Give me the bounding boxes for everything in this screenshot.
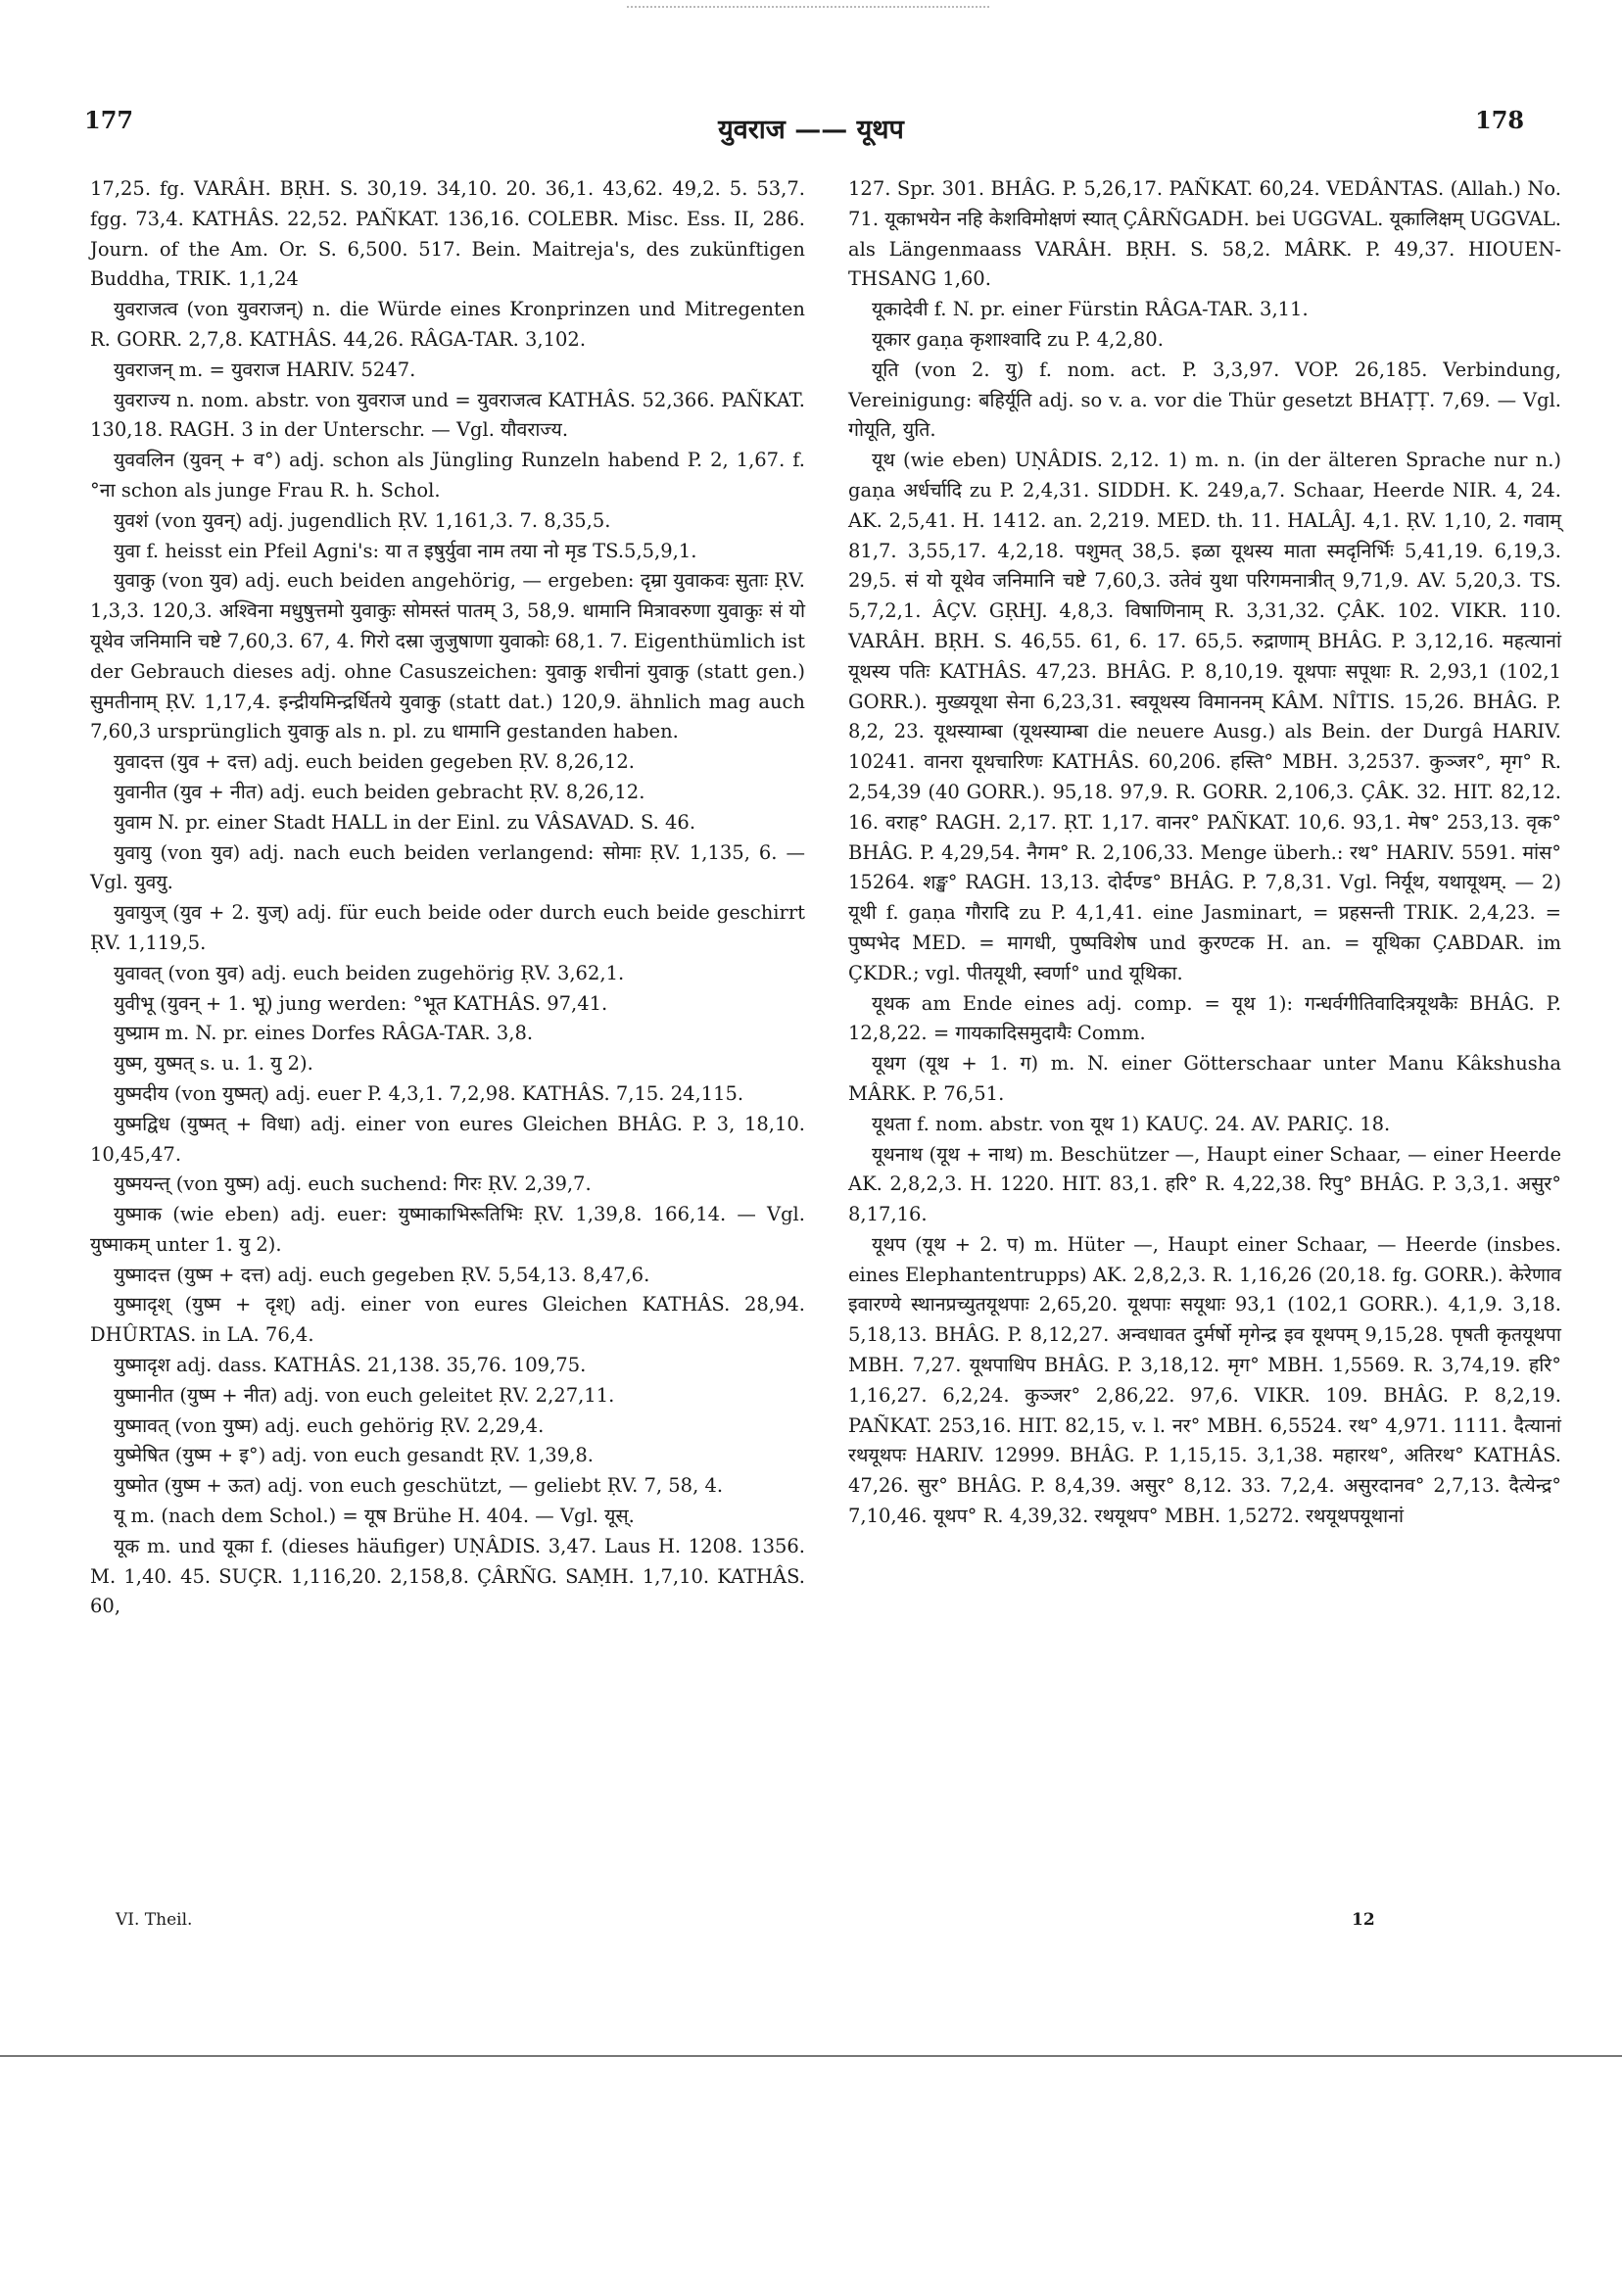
dictionary-entry: युवीभू (युवन् + 1. भू) jung werden: °भूत KATHÂS. 97,41. — [114, 991, 608, 1015]
dictionary-entry: यूथक am Ende eines adj. comp. = यूथ 1): गन्धर्वगीतिवादित्रयूथकैः BHÂG. P. 12,8,22. = गायकादिसमुदायैः Comm. — [848, 991, 1561, 1045]
dictionary-entry: यूथ (wie eben) UṆÂDIS. 2,12. 1) m. n. (in der älteren Sprache nur n.) gaṇa अर्धर्चादि zu P. 2,4,31. SIDDH. K. 249,a,7. Schaar, Heerde NIR. 4, 24. AK. 2,5,41. H. 1412. an. 2,219. MED. th. 11. HALÂJ. 4,1. ṚV. 1,10, 2. गवाम् 81,7. 3,55,17. 4,2,18. पशुमत् 38,5. इळा यूथस्य माता स्मदृनिर्भिः 5,41,19. 6,19,3. 29,5. सं यो यूथेव जनिमानि चष्टे 7,60,3. उतेवं युथा परिगमनात्रीत् 9,71,9. AV. 5,20,3. TS. 5,7,2,1. ÂÇV. GṚHJ. 4,8,3. विषाणिनाम् R. 3,31,32. ÇÂK. 102. VIKR. 110. VARÂH. BṚH. S. 46,55. 61, 6. 17. 65,5. रुद्राणाम् BHÂG. P. 3,12,16. महत्यानां यूथस्य पतिः KATHÂS. 47,23. BHÂG. P. 8,10,19. यूथपाः सपूथाः R. 2,93,1 (102,1 GORR.). मुख्ययूथा सेना 6,23,31. स्वयूथस्य विमाननम् KÂM. NÎTIS. 15,26. BHÂG. P. 8,2, 23. यूथस्याम्बा (यूथस्याम्बा die neuere Ausg.) als Bein. der Durgâ HARIV. 10241. वानरा यूथचारिणः KATHÂS. 60,206. हस्ति° MBH. 3,2537. कुञ्जर°, मृग° R. 2,54,39 (40 GORR.). 95,18. 97,9. R. GORR. 2,106,3. ÇÂK. 32. HIT. 82,12. 16. वराह° RAGH. 2,17. ṚT. 1,17. वानर° PAÑKAT. 10,6. 93,1. मेष° 253,13. वृक° BHÂG. P. 4,29,54. नैगम° R. 2,106,33. Menge überh.: रथ° HARIV. 5591. मांस° 15264. शङ्ख° RAGH. 13,13. दोर्दण्ड° BHÂG. P. 7,8,31. Vgl. निर्यूथ, यथायूथम्. — 2) यूथी f. gaṇa गौरादि zu P. 4,1,41. eine Jasminart, = प्रहसन्ती TRIK. 2,4,23. = पुष्पभेद MED. = मागधी, पुष्पविशेष und कुरण्टक H. an. = यूथिका ÇABDAR. im ÇKDR.; vgl. पीतयूथी, स्वर्णा° und यूथिका. — [848, 449, 1561, 984]
dictionary-entry: युष्मावत् (von युष्म) adj. euch gehörig ṚV. 2,29,4. — [114, 1413, 545, 1437]
dictionary-entry: 127. Spr. 301. BHÂG. P. 5,26,17. PAÑKAT. 60,24. VEDÂNTAS. (Allah.) No. 71. यूकाभयेन नहि केशविमोक्षणं स्यात् ÇÂRÑGADH. bei UGGVAL. यूकालिक्षम् UGGVAL. als Längenmaass VARÂH. BṚH. S. 58,2. MÂRK. P. 49,37. HIOUEN-THSANG 1,60. — [848, 177, 1561, 291]
dictionary-entry: युवायु (von युव) adj. nach euch beiden verlangend: सोमाः ṚV. 1,135, 6. — Vgl. युवयु. — [90, 840, 805, 894]
dictionary-entry: युवानीत (युव + नीत) adj. euch beiden gebracht ṚV. 8,26,12. — [114, 780, 645, 803]
dictionary-entry: यू m. (nach dem Schol.) = यूष Brühe H. 404. — Vgl. यूस्. — [114, 1505, 635, 1528]
dictionary-entry: यूथता f. nom. abstr. von यूथ 1) KAUÇ. 24. AV. PARIÇ. 18. — [872, 1112, 1391, 1135]
dictionary-entry: युष्मयन्त् (von युष्म) adj. euch suchend: गिरः ṚV. 2,39,7. — [114, 1172, 592, 1196]
dictionary-entry: यूकादेवी f. N. pr. einer Fürstin RÂGA-TAR. 3,11. — [872, 298, 1309, 321]
page-number-right: 178 — [1475, 106, 1525, 134]
page-number-left: 177 — [84, 106, 134, 134]
dictionary-entry: युष्ग्राम m. N. pr. eines Dorfes RÂGA-TAR. 3,8. — [114, 1022, 534, 1045]
scan-artifact — [627, 6, 989, 11]
dictionary-entry: युवराजन् m. = युवराज HARIV. 5247. — [114, 358, 416, 381]
dictionary-entry: युवराजत्व (von युवराजन्) n. die Würde eines Kronprinzen und Mitregenten R. GORR. 2,7,8. KATHÂS. 44,26. RÂGA-TAR. 3,102. — [90, 298, 805, 351]
sheet-number: 12 — [1352, 1910, 1375, 1930]
dictionary-entry: युवावत् (von युव) adj. euch beiden zugehörig ṚV. 3,62,1. — [114, 961, 625, 984]
dictionary-entry: युवाम N. pr. einer Stadt HALL in der Einl. zu VÂSAVAD. S. 46. — [114, 810, 696, 834]
dictionary-entry: युवा f. heisst ein Pfeil Agni's: या त इषुर्युवा नाम तया नो मृड TS.5,5,9,1. — [114, 539, 697, 562]
bottom-rule — [0, 2055, 1622, 2057]
dictionary-entry: युष्माक (wie eben) adj. euer: युष्माकाभिरूतिभिः ṚV. 1,39,8. 166,14. — Vgl. युष्माकम् unter 1. यु 2). — [90, 1203, 805, 1256]
left-column — [90, 174, 805, 1622]
dictionary-entry: युष्मादत्त (युष्म + दत्त) adj. euch gegeben ṚV. 5,54,13. 8,47,6. — [114, 1263, 650, 1286]
dictionary-entry: युवराज्य n. nom. abstr. von युवराज und = युवराजत्व KATHÂS. 52,366. PAÑKAT. 130,18. RAGH. 3 in der Unterschr. — Vgl. यौवराज्य. — [90, 388, 805, 442]
dictionary-entry: यूथप (यूथ + 2. प) m. Hüter —, Haupt einer Schaar, — Heerde (insbes. eines Elephantentrupps) AK. 2,8,2,3. R. 1,16,26 (20,18. fg. GORR.). केरेणाव इवारण्ये स्थानप्रच्युतयूथपाः 2,65,20. यूथपाः सयूथाः 93,1 (102,1 GORR.). 4,1,9. 3,18. 5,18,13. BHÂG. P. 8,12,27. अन्वधावत दुर्मर्षो मृगेन्द्र इव यूथपम् 9,15,28. पृषती कृतयूथपा MBH. 7,27. यूथपाधिप BHÂG. P. 3,18,12. मृग° MBH. 1,5569. R. 3,74,19. हरि° 1,16,27. 6,2,24. कुञ्जर° 2,86,22. 97,6. VIKR. 109. BHÂG. P. 8,2,19. PAÑKAT. 253,16. HIT. 82,15, v. l. नर° MBH. 6,5524. रथ° 4,971. 1111. दैत्यानां रथयूथपः HARIV. 12999. BHÂG. P. 1,15,15. 3,1,38. महारथ°, अतिरथ° KATHÂS. 47,26. सुर° BHÂG. P. 8,4,39. असुर° 8,12. 33. 7,2,4. असुरदानव° 2,7,13. दैत्येन्द्र° 7,10,46. यूथप° R. 4,39,32. रथयूथप° MBH. 1,5272. रथयूथपयूथानां — [848, 1232, 1561, 1528]
dictionary-entry: 17,25. fg. VARÂH. BṚH. S. 30,19. 34,10. 20. 36,1. 43,62. 49,2. 5. 53,7. fgg. 73,4. KATHÂS. 22,52. PAÑKAT. 136,16. COLEBR. Misc. Ess. II, 286. Journ. of the Am. Or. S. 6,500. 517. Bein. Maitreja's, des zukünftigen Buddha, TRIK. 1,1,24 — [90, 177, 805, 291]
dictionary-entry: यूति (von 2. यु) f. nom. act. P. 3,3,97. VOP. 26,185. Verbindung, Vereinigung: बहिर्यूति adj. so v. a. vor die Thür gesetzt BHAṬṬ. 7,69. — Vgl. गोयूति, युति. — [848, 358, 1561, 442]
dictionary-entry: युष्मादृश् (युष्म + दृश्) adj. einer von eures Gleichen KATHÂS. 28,94. DHÛRTAS. in LA. 76,4. — [90, 1293, 805, 1347]
dictionary-entry: यूक m. und यूका f. (dieses häufiger) UṆÂDIS. 3,47. Laus H. 1208. 1356. M. 1,40. 45. SUÇR. 1,116,20. 2,158,8. ÇÂRÑG. SAṂH. 1,7,10. KATHÂS. 60, — [90, 1534, 805, 1618]
dictionary-entry: युष्मदीय (von युष्मत्) adj. euer P. 4,3,1. 7,2,98. KATHÂS. 7,15. 24,115. — [114, 1081, 744, 1105]
running-title: युवराज —— यूथप — [718, 115, 904, 145]
dictionary-entry: यूकार gaṇa कृशाश्वादि zu P. 4,2,80. — [872, 327, 1164, 351]
dictionary-entry: युष्मोत (युष्म + ऊत) adj. von euch geschützt, — geliebt ṚV. 7, 58, 4. — [114, 1474, 724, 1498]
dictionary-entry: युवादत्त (युव + दत्त) adj. euch beiden gegeben ṚV. 8,26,12. — [114, 750, 635, 774]
dictionary-entry: युष्मद्विध (युष्मत् + विधा) adj. einer von eures Gleichen BHÂG. P. 3, 18,10. 10,45,47. — [90, 1112, 805, 1166]
dictionary-entry: यूथग (यूथ + 1. ग) m. N. einer Götterschaar unter Manu Kâkshusha MÂRK. P. 76,51. — [848, 1052, 1561, 1105]
dictionary-entry: युवायुज् (युव + 2. युज्) adj. für euch beide oder durch euch beide geschirrt ṚV. 1,119,5. — [90, 901, 805, 954]
dictionary-entry: युष्मेषित (युष्म + इ°) adj. von euch gesandt ṚV. 1,39,8. — [114, 1444, 594, 1467]
dictionary-entry: युष्मानीत (युष्म + नीत) adj. von euch geleitet ṚV. 2,27,11. — [114, 1383, 615, 1407]
dictionary-entry: युष्म, युष्मत् s. u. 1. यु 2). — [114, 1052, 313, 1076]
dictionary-entry: यूथनाथ (यूथ + नाथ) m. Beschützer —, Haupt einer Schaar, — einer Heerde AK. 2,8,2,3. H. 1220. HIT. 83,1. हरि° R. 4,22,38. रिपु° BHÂG. P. 3,3,1. असुर° 8,17,16. — [848, 1142, 1561, 1226]
dictionary-entry: युवशं (von युवन्) adj. jugendlich ṚV. 1,161,3. 7. 8,35,5. — [114, 508, 611, 532]
dictionary-entry: युष्मादृश adj. dass. KATHÂS. 21,138. 35,76. 109,75. — [114, 1354, 587, 1377]
dictionary-entry: युवाकु (von युव) adj. euch beiden angehörig, — ergeben: दृम्रा युवाकवः सुताः ṚV. 1,3,3. 120,3. अश्विना मधुषुत्तमो युवाकुः सोमस्तं पातम् 3, 58,9. धामानि मित्रावरुणा युवाकुः सं यो यूथेव जनिमानि चष्टे 7,60,3. 67, 4. गिरो दस्रा जुजुषाणा युवाकोः 68,1. 7. Eigenthümlich ist der Gebrauch dieses adj. ohne Casuszeichen: युवाकु शचीनां युवाकु (statt gen.) सुमतीनाम् ṚV. 1,17,4. इन्द्रीयमिन्द्रर्धितये युवाकु (statt dat.) 120,9. ähnlich mag auch 7,60,3 ursprünglich युवाकु als n. pl. zu धामानि gestanden haben. — [90, 569, 805, 743]
right-column — [848, 174, 1561, 1532]
dictionary-entry: युववलिन (युवन् + व°) adj. schon als Jüngling Runzeln habend P. 2, 1,67. f. °ना schon als junge Frau R. h. Schol. — [90, 449, 805, 502]
volume-signature: VI. Theil. — [116, 1910, 193, 1930]
